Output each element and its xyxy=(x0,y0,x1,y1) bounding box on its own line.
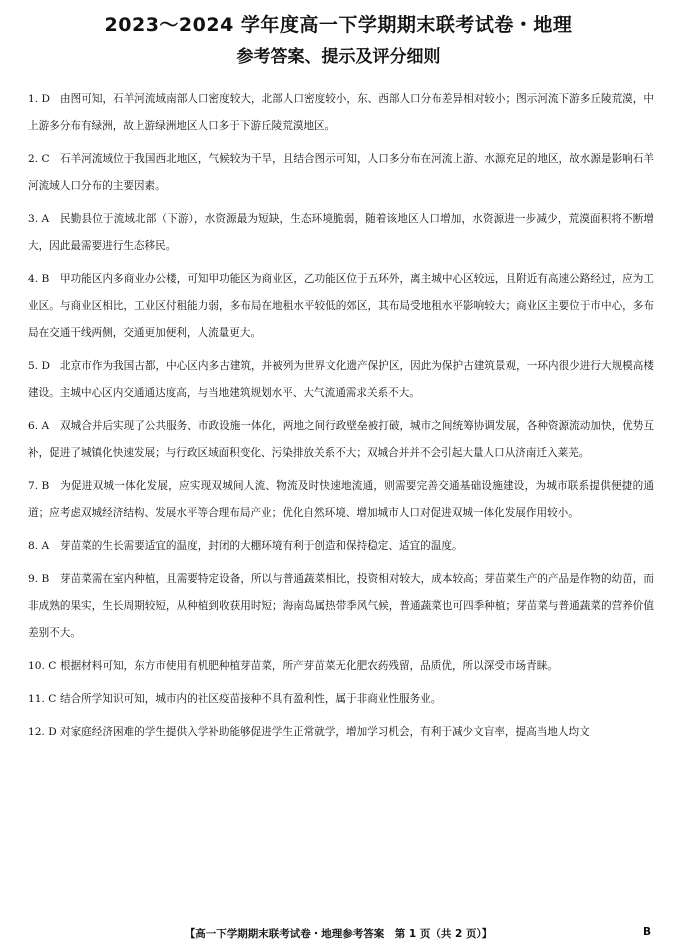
answer-item xyxy=(28,86,654,140)
version-mark: B xyxy=(642,926,651,938)
answer-number: 5. D xyxy=(28,360,50,372)
answer-number: 2. C xyxy=(28,153,50,165)
document-title: 2023～2024 学年度高一下学期期末联考试卷・地理 xyxy=(104,14,573,36)
answer-explanation: 由图可知，石羊河流域南部人口密度较大，北部人口密度较小，东、西部人口分布差异相对较小；图示河流下游多丘陵荒漠，中上游多分布有绿洲，故上游绿洲地区人口多于下游丘陵荒漠地区。 xyxy=(28,93,654,132)
answer-item xyxy=(28,413,654,467)
answer-explanation: 为促进双城一体化发展，应实现双城间人流、物流及时快速地流通，则需要完善交通基础设施建设，为城市联系提供便捷的通道；应考虑双城经济结构、发展水平等合理布局产业；优化自然环境、增加城市人口对促进双城一体化发展作用较小。 xyxy=(28,480,654,519)
answer-explanation: 甲功能区内多商业办公楼，可知甲功能区为商业区，乙功能区位于五环外，离主城中心区较远，且附近有高速公路经过，应为工业区。与商业区相比，工业区付租能力弱，多布局在地租水平较低的郊区，其布局受地租水平影响较大；商业区主要位于市中心，多布局在交通干线两侧，交通更加便利，人流量更大。 xyxy=(28,273,654,339)
answer-number: 10. C xyxy=(28,660,57,672)
answer-explanation: 北京市作为我国古都，中心区内多古建筑，并被列为世界文化遗产保护区，因此为保护古建筑景观，一环内很少进行大规模高楼建设。主城中心区内交通通达度高，与当地建筑规划水平、大气流通需求关系不大。 xyxy=(28,360,654,399)
answer-explanation: 民勤县位于流域北部（下游），水资源最为短缺，生态环境脆弱，随着该地区人口增加，水资源进一步减少，荒漠面积将不断增大，因此最需要进行生态移民。 xyxy=(28,213,654,252)
answer-number: 3. A xyxy=(28,213,50,225)
answer-number: 8. A xyxy=(28,540,50,552)
answer-list xyxy=(28,86,654,752)
answer-number: 12. D xyxy=(28,726,57,738)
answer-explanation: 芽苗菜需在室内种植，且需要特定设备，所以与普通蔬菜相比，投资相对较大，成本较高；芽苗菜生产的产品是作物的幼苗，而非成熟的果实，生长周期较短，从种植到收获用时短；海南岛属热带季风气候，普通蔬菜也可四季种植；芽苗菜与普通蔬菜的营养价值差别不大。 xyxy=(28,573,654,639)
answer-explanation: 根据材料可知，东方市使用有机肥种植芽苗菜，所产芽苗菜无化肥农药残留，品质优，所以深受市场青睐。 xyxy=(60,660,558,672)
answer-item xyxy=(28,473,654,527)
answer-number: 9. B xyxy=(28,573,50,585)
answer-explanation: 芽苗菜的生长需要适宜的温度，封闭的大棚环境有利于创造和保持稳定、适宜的温度。 xyxy=(60,540,463,552)
answer-item xyxy=(28,266,654,347)
answer-number: 11. C xyxy=(28,693,57,705)
answer-explanation: 石羊河流域位于我国西北地区，气候较为干旱，且结合图示可知，人口多分布在河流上游、水源充足的地区，故水源是影响石羊河流域人口分布的主要因素。 xyxy=(28,153,654,192)
answer-number: 7. B xyxy=(28,480,50,492)
answer-item xyxy=(28,686,654,713)
answer-item xyxy=(28,206,654,260)
answer-explanation: 结合所学知识可知，城市内的社区疫苗接种不具有盈利性，属于非商业性服务业。 xyxy=(60,693,442,705)
answer-explanation: 对家庭经济困难的学生提供入学补助能够促进学生正常就学，增加学习机会，有利于减少文盲率，提高当地人均文 xyxy=(60,726,590,738)
answer-explanation: 双城合并后实现了公共服务、市政设施一体化，两地之间行政壁垒被打破，城市之间统筹协调发展，各种资源流动加快，优势互补，促进了城镇化快速发展；与行政区域面积变化、污染排放关系不大；双城合并并不会引起大量人口从济南迁入莱芜。 xyxy=(28,420,654,459)
answer-number: 4. B xyxy=(28,273,50,285)
answer-item xyxy=(28,353,654,407)
answer-item xyxy=(28,719,654,746)
document-subtitle: 参考答案、提示及评分细则 xyxy=(236,47,441,67)
answer-item xyxy=(28,533,654,560)
page-footer: 【高一下学期期末联考试卷・地理参考答案 第 1 页（共 2 页）】 xyxy=(184,928,493,940)
answer-number: 1. D xyxy=(28,93,50,105)
answer-item xyxy=(28,566,654,647)
answer-item xyxy=(28,146,654,200)
answer-number: 6. A xyxy=(28,420,50,432)
answer-item xyxy=(28,653,654,680)
